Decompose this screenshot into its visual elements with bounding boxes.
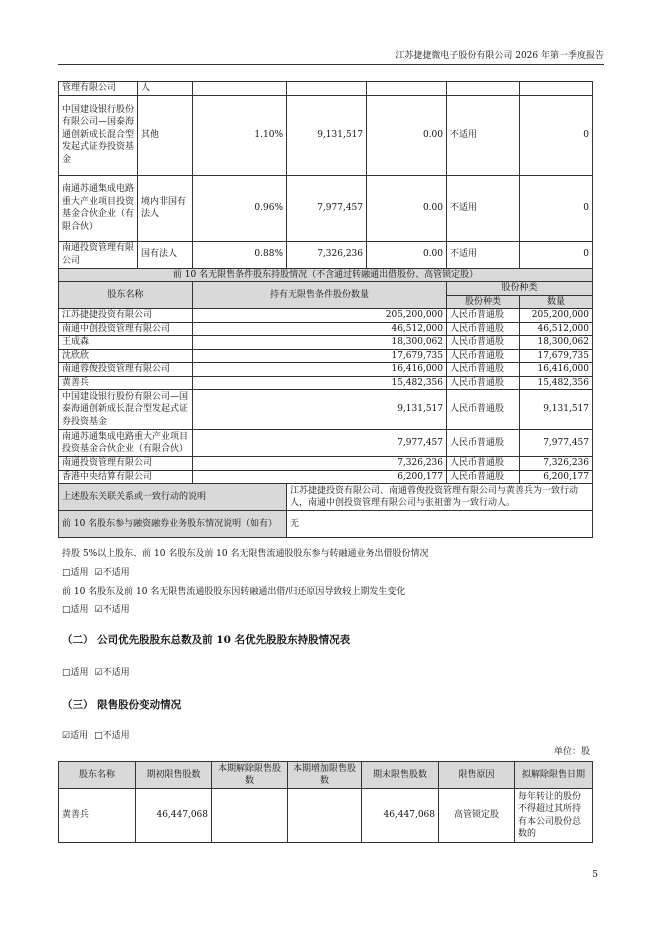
- col-header: 期初限售股数: [136, 762, 212, 789]
- related-text: 江苏捷捷投资有限公司、南通蓉俊投资管理有限公司与黄善兵为一致行动人，南通中创投资管理有限公司与张祖蕾为一致行动人。: [287, 484, 593, 511]
- option-not-applicable[interactable]: ☑不适用: [94, 605, 130, 615]
- section-3-title: （三） 限售股份变动情况: [62, 699, 182, 711]
- holding-percent: 1.10%: [193, 95, 287, 175]
- note-line-2: 前 10 名股东及前 10 名无限售流通股股东因转融通出借/归还原因导致较上期发生变化: [62, 587, 406, 597]
- page-header: 江苏捷捷微电子股份有限公司 2026 年第一季度报告: [395, 51, 604, 61]
- share-type: 人民币普通股: [447, 363, 520, 377]
- holder-name: 南通中创投资管理有限公司: [59, 322, 193, 336]
- pledge-status: 不适用: [447, 175, 520, 241]
- unrestricted-section-title: 前 10 名无限售条件股东持股情况（不含通过转融通出借股份、高管锁定股）: [59, 268, 593, 282]
- shareholder-nature: 人: [138, 82, 193, 96]
- table-row: [59, 511, 593, 538]
- share-type: 人民币普通股: [447, 349, 520, 363]
- pledge-quantity: 0: [520, 241, 593, 268]
- table-row: [59, 484, 593, 511]
- holding-shares: 7,977,457: [287, 175, 367, 241]
- share-num: 16,416,000: [520, 363, 593, 377]
- header-row: [59, 762, 593, 789]
- section-3-options: [62, 728, 136, 741]
- shareholder-nature: 其他: [138, 95, 193, 175]
- option-applicable[interactable]: ☑适用: [62, 731, 89, 741]
- restricted-shares: 0.00: [367, 175, 447, 241]
- holding-shares: 9,131,517: [287, 95, 367, 175]
- share-num: 9,131,517: [520, 390, 593, 430]
- end-restricted: 46,447,068: [362, 789, 439, 843]
- holding-percent: 0.88%: [193, 241, 287, 268]
- holding-shares: 7,326,236: [287, 241, 367, 268]
- pledge-status: [447, 82, 520, 96]
- holder-qty: 9,131,517: [193, 390, 447, 430]
- holding-percent: [193, 82, 287, 96]
- col-header-num: 数量: [520, 295, 593, 309]
- section-title-row: [59, 268, 593, 282]
- margin-label: 前 10 名股东参与融资融券业务股东情况说明（如有）: [59, 511, 287, 538]
- share-num: 17,679,735: [520, 349, 593, 363]
- share-type: 人民币普通股: [447, 322, 520, 336]
- holder-qty: 7,977,457: [193, 430, 447, 457]
- share-num: 205,200,000: [520, 309, 593, 323]
- holder-name: 南通苏通集成电路重大产业项目投资基金合伙企业（有限合伙）: [59, 430, 193, 457]
- header-divider: [58, 64, 604, 65]
- section-2-title: （二） 公司优先股股东总数及前 10 名优先股股东持股情况表: [62, 634, 351, 646]
- holder-name: 南通蓉俊投资管理有限公司: [59, 363, 193, 377]
- margin-text: 无: [287, 511, 593, 538]
- note-line-2-options: [62, 602, 136, 615]
- col-header-type-group: 股份种类: [447, 282, 593, 296]
- table-row: [59, 789, 593, 843]
- pledge-quantity: 0: [520, 175, 593, 241]
- table-row: [59, 175, 593, 241]
- table-row: [59, 390, 593, 430]
- added-restricted: [288, 789, 362, 843]
- share-type: 人民币普通股: [447, 376, 520, 390]
- share-type: 人民币普通股: [447, 470, 520, 484]
- table-row: [59, 457, 593, 471]
- option-applicable[interactable]: □适用: [62, 605, 89, 615]
- col-header: 期末限售股数: [362, 762, 439, 789]
- col-header: 本期增加限售股数: [288, 762, 362, 789]
- shareholder-name: 南通苏通集成电路重大产业项目投资基金合伙企业（有限合伙）: [59, 175, 138, 241]
- note-line-1-options: [62, 565, 136, 578]
- share-type: 人民币普通股: [447, 336, 520, 350]
- col-header: 拟解除限售日期: [515, 762, 593, 789]
- holding-shares: [287, 82, 367, 96]
- unit-label: 单位：股: [553, 747, 590, 757]
- restricted-shares: 0.00: [367, 241, 447, 268]
- table-row: [59, 309, 593, 323]
- share-num: 6,200,177: [520, 470, 593, 484]
- table-row: [59, 470, 593, 484]
- col-header-qty: 持有无限售条件股份数量: [193, 282, 447, 309]
- col-header: 限售原因: [439, 762, 515, 789]
- holder-name: 沈欣欣: [59, 349, 193, 363]
- holder-qty: 17,679,735: [193, 349, 447, 363]
- holder-name: 江苏捷捷投资有限公司: [59, 309, 193, 323]
- option-not-applicable[interactable]: ☑不适用: [94, 668, 130, 678]
- table-row: [59, 349, 593, 363]
- holder-qty: 15,482,356: [193, 376, 447, 390]
- holder-name: 中国建设银行股份有限公司—国泰海通创新成长混合型发起式证券投资基金: [59, 390, 193, 430]
- holder-qty: 46,512,000: [193, 322, 447, 336]
- share-num: 15,482,356: [520, 376, 593, 390]
- holding-percent: 0.96%: [193, 175, 287, 241]
- table-row: [59, 430, 593, 457]
- col-header-type: 股份种类: [447, 295, 520, 309]
- table-row: [59, 363, 593, 377]
- shareholder-table: [58, 81, 593, 538]
- share-num: 46,512,000: [520, 322, 593, 336]
- table-row: [59, 322, 593, 336]
- share-num: 7,326,236: [520, 457, 593, 471]
- holder-qty: 7,326,236: [193, 457, 447, 471]
- shareholder-nature: 境内非国有法人: [138, 175, 193, 241]
- restriction-reason: 高管锁定股: [439, 789, 515, 843]
- shareholder-nature: 国有法人: [138, 241, 193, 268]
- released-restricted: [212, 789, 288, 843]
- col-header: 本期解除限售股数: [212, 762, 288, 789]
- shareholder-name: 管理有限公司: [59, 82, 138, 96]
- option-not-applicable[interactable]: □不适用: [94, 731, 130, 741]
- holder-qty: 18,300,062: [193, 336, 447, 350]
- share-num: 7,977,457: [520, 430, 593, 457]
- start-restricted: 46,447,068: [136, 789, 212, 843]
- shareholder-name: 中国建设银行股份有限公司—国泰海通创新成长混合型发起式证券投资基金: [59, 95, 138, 175]
- table-row: [59, 241, 593, 268]
- pledge-quantity: [520, 82, 593, 96]
- holder-qty: 205,200,000: [193, 309, 447, 323]
- table-row: [59, 95, 593, 175]
- table-row: [59, 82, 593, 96]
- share-type: 人民币普通股: [447, 457, 520, 471]
- holder-name: 王成森: [59, 336, 193, 350]
- restricted-shares-table: [58, 761, 593, 843]
- section-2-options: [62, 665, 136, 678]
- col-header: 股东名称: [59, 762, 136, 789]
- pledge-quantity: 0: [520, 95, 593, 175]
- restricted-shares: 0.00: [367, 95, 447, 175]
- table-row: [59, 376, 593, 390]
- table-row: [59, 336, 593, 350]
- share-type: 人民币普通股: [447, 309, 520, 323]
- page-number: 5: [592, 870, 598, 880]
- release-date: 每年转让的股份不得超过其所持有本公司股份总数的: [515, 789, 593, 843]
- col-header-name: 股东名称: [59, 282, 193, 309]
- option-not-applicable[interactable]: ☑不适用: [94, 568, 130, 578]
- holder-name: 黄善兵: [59, 789, 136, 843]
- holder-name: 南通投资管理有限公司: [59, 457, 193, 471]
- option-applicable[interactable]: □适用: [62, 568, 89, 578]
- share-num: 18,300,062: [520, 336, 593, 350]
- pledge-status: 不适用: [447, 241, 520, 268]
- holder-name: 黄善兵: [59, 376, 193, 390]
- share-type: 人民币普通股: [447, 430, 520, 457]
- related-label: 上述股东关联关系或一致行动的说明: [59, 484, 287, 511]
- restricted-shares: [367, 82, 447, 96]
- shareholder-name: 南通投资管理有限公司: [59, 241, 138, 268]
- holder-qty: 6,200,177: [193, 470, 447, 484]
- option-applicable[interactable]: □适用: [62, 668, 89, 678]
- share-type: 人民币普通股: [447, 390, 520, 430]
- note-line-1: 持股 5%以上股东、前 10 名股东及前 10 名无限售流通股股东参与转融通业务出借股份情况: [62, 549, 429, 559]
- header-row: [59, 282, 593, 296]
- holder-qty: 16,416,000: [193, 363, 447, 377]
- holder-name: 香港中央结算有限公司: [59, 470, 193, 484]
- pledge-status: 不适用: [447, 95, 520, 175]
